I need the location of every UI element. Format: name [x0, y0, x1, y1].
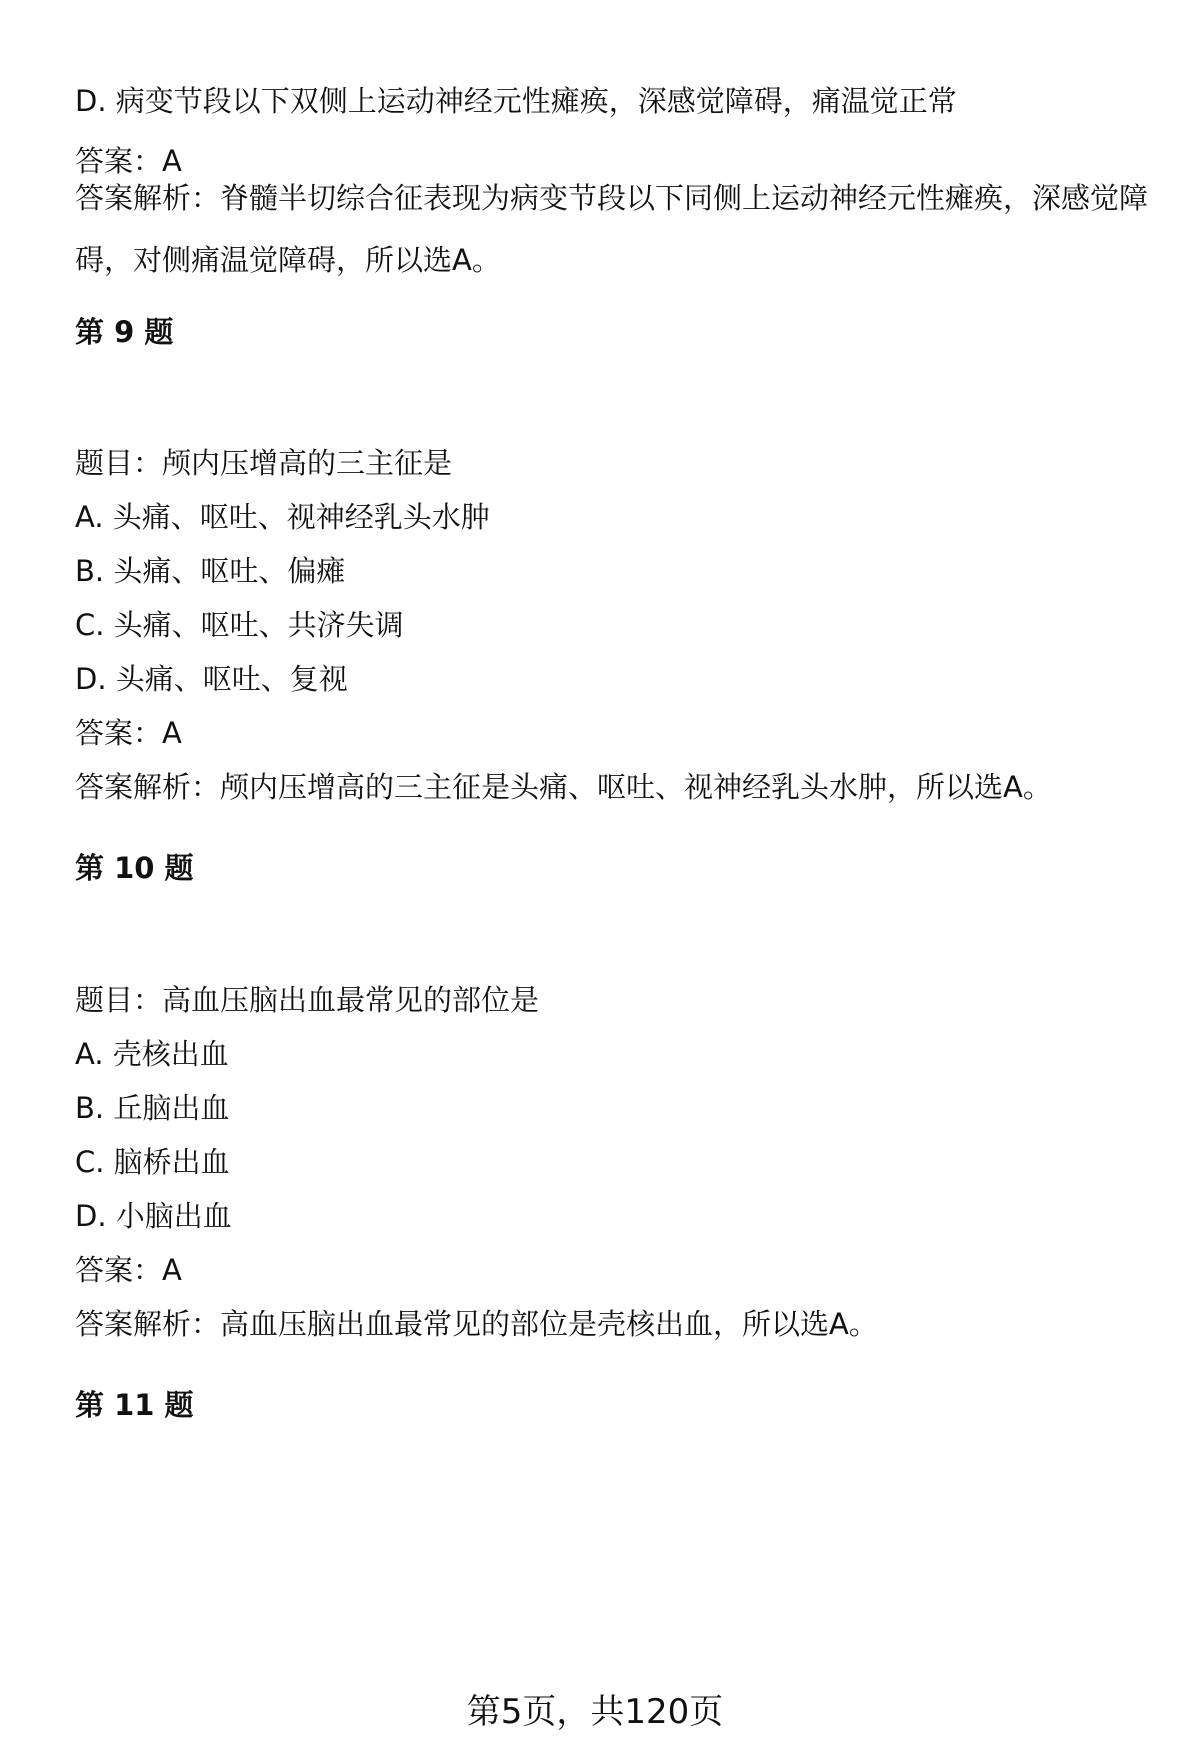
q11-heading: 第 11 题	[75, 1388, 194, 1422]
q10-option-b: B. 丘脑出血	[75, 1091, 230, 1125]
q9-stem: 题目：颅内压增高的三主征是	[75, 446, 453, 480]
q10-option-c: C. 脑桥出血	[75, 1145, 230, 1179]
q9-answer: 答案：A	[75, 716, 182, 750]
q9-heading: 第 9 题	[75, 315, 174, 349]
q10-stem: 题目：高血压脑出血最常见的部位是	[75, 983, 540, 1017]
page-number-footer: 第5页，共120页	[466, 1692, 724, 1732]
q9-option-c: C. 头痛、呕吐、共济失调	[75, 608, 404, 642]
q9-option-b: B. 头痛、呕吐、偏瘫	[75, 554, 346, 588]
q10-answer: 答案：A	[75, 1253, 182, 1287]
q9-explanation: 答案解析：颅内压增高的三主征是头痛、呕吐、视神经乳头水肿，所以选A。	[75, 770, 1052, 804]
q8-explanation: 答案解析：脊髓半切综合征表现为病变节段以下同侧上运动神经元性瘫痪，深感觉障碍，对侧痛温觉障碍，所以选A。	[75, 181, 1149, 277]
q10-heading: 第 10 题	[75, 851, 194, 885]
q10-option-a: A. 壳核出血	[75, 1037, 229, 1071]
q8-answer: 答案：A	[75, 144, 182, 178]
q9-option-a: A. 头痛、呕吐、视神经乳头水肿	[75, 500, 490, 534]
q8-option-d: D. 病变节段以下双侧上运动神经元性瘫痪，深感觉障碍，痛温觉正常	[75, 84, 957, 118]
q9-option-d: D. 头痛、呕吐、复视	[75, 662, 348, 696]
q10-option-d: D. 小脑出血	[75, 1199, 232, 1233]
q10-explanation: 答案解析：高血压脑出血最常见的部位是壳核出血，所以选A。	[75, 1307, 878, 1341]
